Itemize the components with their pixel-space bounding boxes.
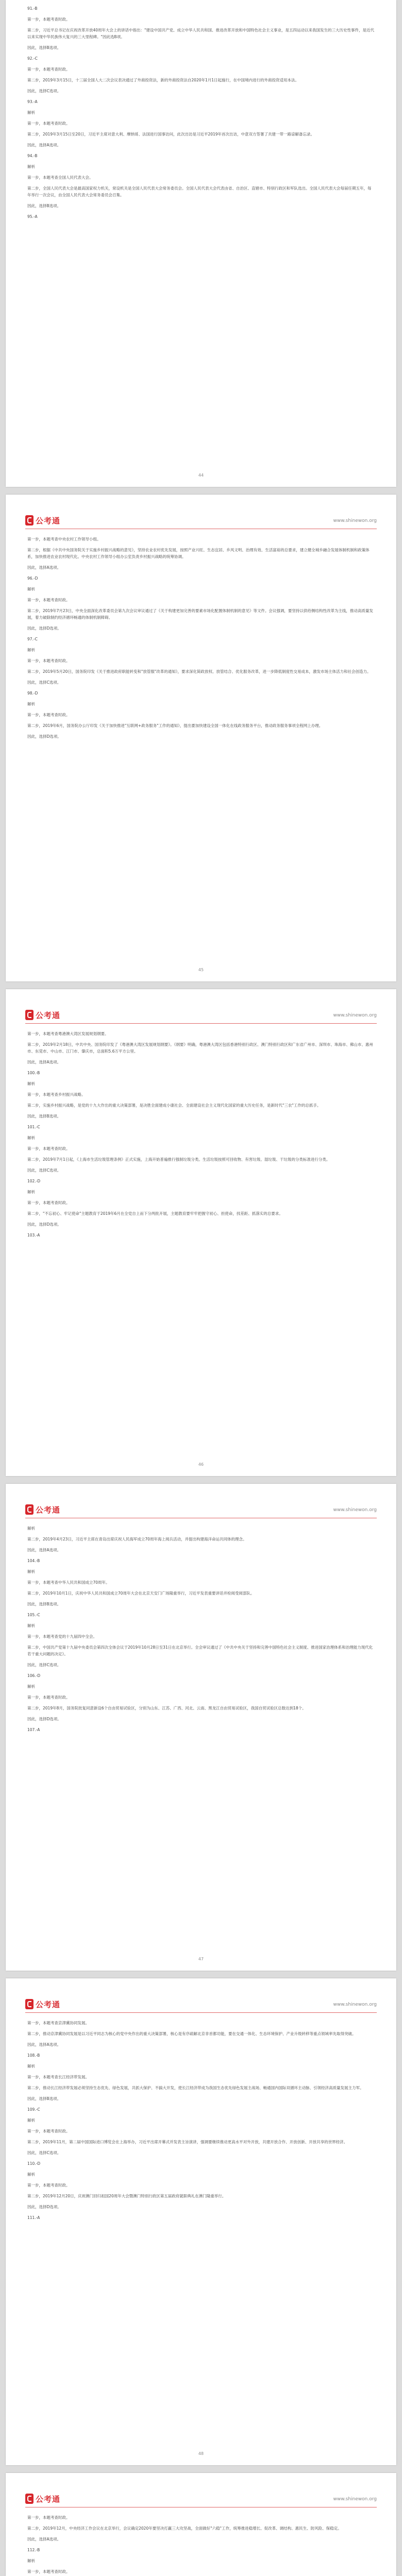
text-line: 第二步，全国人民代表大会是最高国家权力机关，常设机关是全国人民代表大会常务委员会。全国人民代表大会代表由省、自治区、直辖市、特别行政区和军队选出。全国人民代表大会每届任期五年，每年举行一次会议，由全国人民代表大会常务委员会召集。 [27, 186, 372, 197]
text-line: 因此，选择D选项。 [27, 626, 61, 631]
text-line: 109.-C [27, 2107, 40, 2112]
text-line: 解析 [27, 2558, 35, 2563]
text-line: 第二步，2019年6月，国务院办公厅印发《关于加快推进"互联网+政务服务"工作的通知》，提出要加快建设全国一体化在线政务服务平台，推动政务服务事项全程网上办理。 [27, 723, 323, 728]
text-line: 105.-C [27, 1613, 40, 1617]
site-logo [25, 2493, 60, 2505]
text-line: 第一步，本题考查时政。 [27, 17, 70, 22]
text-line: 91.-B [27, 6, 38, 11]
text-line: 因此，选择D选项。 [27, 2205, 61, 2209]
page-content [27, 2020, 375, 2225]
text-line: 92.-C [27, 56, 38, 61]
text-line: 第一步，本题考查党的十九届四中全会。 [27, 1634, 97, 1639]
text-line: 因此，选择D选项。 [27, 1717, 61, 1721]
page-number: 46 [198, 1462, 204, 1467]
text-line: 第二步，中国共产党第十九届中央委员会第四次全体会议于2019年10月28日至31日在北京举行。全会审议通过了《中共中央关于坚持和完善中国特色社会主义制度、推进国家治理体系和治理能力现代化若干重大问题的决定》。 [27, 1645, 373, 1656]
logo-icon [25, 2494, 34, 2504]
document-page-6 [6, 2473, 396, 2576]
page-content [27, 5, 375, 224]
text-line: 因此，选择B选项。 [27, 1602, 61, 1606]
page-header [25, 513, 377, 529]
text-line: 第二步，2019年4月23日，习近平主席在青岛出席庆祝人民海军成立70周年海上阅兵活动，并提出构建海洋命运共同体的理念。 [27, 1537, 247, 1541]
text-line: 第一步，本题考查粤港澳大湾区发展规划纲要。 [27, 1031, 109, 1036]
text-line: 因此，选择C选项。 [27, 89, 61, 93]
text-line: 第二步，2019年2月18日，中共中央、国务院印发了《粤港澳大湾区发展规划纲要》。《纲要》明确，粤港澳大湾区包括香港特别行政区、澳门特别行政区和广东省广州市、深圳市、珠海市、佛山市、惠州市、东莞市、中山市、江门市、肇庆市，总面积5.6万平方公里。 [27, 1042, 373, 1054]
text-line: 因此，选择D选项。 [27, 1222, 61, 1227]
text-line: 第一步，本题考查全国人民代表大会。 [27, 175, 93, 180]
text-line: 93.-A [27, 99, 38, 104]
text-line: 第一步，本题考查时政。 [27, 67, 70, 72]
text-line: 解析 [27, 1136, 35, 1140]
text-line: 第一步，本题考查时政。 [27, 598, 70, 602]
text-line: 第二步，2019年3月15日，十三届全国人大二次会议表决通过了外商投资法，新的外商投资法自2020年1月1日起施行，在中国境内进行的外商投资适用本法。 [27, 78, 299, 82]
page-number: 45 [198, 968, 204, 972]
page-content [27, 536, 375, 744]
text-line: 98.-D [27, 691, 38, 696]
site-logo [25, 514, 60, 527]
site-logo [25, 1503, 60, 1516]
text-line: 第一步，本题考查时政。 [27, 2569, 70, 2574]
text-line: 112.-B [27, 2548, 40, 2552]
text-line: 103.-A [27, 1233, 40, 1238]
text-line: 解析 [27, 2172, 35, 2177]
text-line: 第二步，2019年11月，第二届中国国际进口博览会在上海举办，习近平出席开幕式并发表主旨演讲，强调要继续推动更高水平对外开放，共建开放合作、开放创新、开放共享的世界经济。 [27, 2140, 348, 2144]
text-line: 第一步，本题考查时政。 [27, 1695, 70, 1700]
text-line: 第二步，2019年7月1日起，《上海市生活垃圾管理条例》正式实施，上海开始普遍推行强制垃圾分类。生活垃圾按照可回收物、有害垃圾、湿垃圾、干垃圾的分类标准进行分类。 [27, 1157, 330, 1162]
text-line: 因此，选择B选项。 [27, 204, 61, 208]
text-line: 第二步，2019年10月1日，庆祝中华人民共和国成立70周年大会在北京天安门广场隆重举行，习近平发表重要讲话并检阅受阅部队。 [27, 1591, 255, 1596]
text-line: 解析 [27, 1526, 35, 1531]
text-line: 第二步，推动长江经济带发展必须坚持生态优先、绿色发展，共抓大保护、不搞大开发，使长江经济带成为我国生态优先绿色发展主战场、畅通国内国际双循环主动脉、引领经济高质量发展主力军。 [27, 2086, 364, 2090]
text-line: 因此，选择A选项。 [27, 143, 61, 147]
text-line: 解析 [27, 1569, 35, 1574]
text-line: 第二步，2019年8月，国务院批复同意新设6个自由贸易试验区，分别为山东、江苏、广西、河北、云南、黑龙江自由贸易试验区，我国自贸试验区总数达到18个。 [27, 1706, 306, 1710]
document-page-3 [6, 989, 396, 1476]
text-line: 第一步，本题考查中华人民共和国成立70周年。 [27, 1580, 110, 1585]
text-line: 第一步，本题考查乡村振兴战略。 [27, 1092, 86, 1097]
text-line: 第二步，2019年12月20日，庆祝澳门回归祖国20周年大会暨澳门特别行政区第五届政府就职典礼在澳门隆重举行。 [27, 2194, 226, 2198]
text-line: 第一步，本题考查时政。 [27, 713, 70, 717]
page-number: 47 [198, 1957, 204, 1961]
text-line: 第一步，本题考查中央农村工作领导小组。 [27, 537, 101, 541]
text-line: 解析 [27, 164, 35, 169]
text-line: 第一步，本题考查时政。 [27, 1200, 70, 1205]
text-line: 因此，选择C选项。 [27, 680, 61, 685]
text-line: 第二步，实施乡村振兴战略，是党的十九大作出的重大决策部署，是决胜全面建成小康社会、全面建设社会主义现代化国家的重大历史任务，是新时代"三农"工作的总抓手。 [27, 1103, 321, 1108]
site-url: www.shinewon.org [333, 518, 377, 523]
text-line: 因此，选择C选项。 [27, 1663, 61, 1667]
text-line: 第一步，本题考查京津冀协同发展。 [27, 2021, 89, 2025]
text-line: 第二步，2019年12月，中央经济工作会议在北京举行，会议确定2020年要坚决打赢三大攻坚战，全面做好"六稳"工作，统筹推进稳增长、促改革、调结构、惠民生、防风险、保稳定。 [27, 2526, 342, 2531]
text-line: 108.-B [27, 2053, 40, 2058]
logo-text: 公考通 [36, 516, 61, 526]
text-line: 第一步，本题考查时政。 [27, 658, 70, 663]
site-url: www.shinewon.org [333, 2002, 377, 2007]
page-content [27, 1030, 375, 1243]
site-logo [25, 1009, 60, 1021]
page-number: 48 [198, 2451, 204, 2456]
text-line: 解析 [27, 1081, 35, 1086]
page-header [25, 2492, 377, 2507]
page-header [25, 1502, 377, 1518]
logo-text: 公考通 [36, 2494, 61, 2504]
text-line: 解析 [27, 2118, 35, 2123]
text-line: 解析 [27, 110, 35, 115]
page-content [27, 2514, 375, 2576]
document-page-5 [6, 1978, 396, 2465]
text-line: 100.-B [27, 1071, 40, 1075]
text-line: 第二步，2019年7月23日，中央全面深化改革委员会第九次会议审议通过了《关于构建更加完善的要素市场化配置体制机制的意见》等文件。会议强调，要坚持以供给侧结构性改革为主线，推动高质量发展，着力破除制约经济循环畅通的体制机制障碍。 [27, 608, 373, 620]
text-line: 因此，选择A选项。 [27, 1060, 61, 1064]
text-line: 第二步，习近平总书记在庆祝改革开放40周年大会上的讲话中指出："建设中国共产党、成立中华人民共和国、推进改革开放和中国特色社会主义事业，是五四运动以来我国发生的三大历史性事件，是近代以来实现中华民族伟大复兴的三大里程碑。"因此选B项。 [27, 28, 374, 39]
text-line: 因此，选择C选项。 [27, 2150, 61, 2155]
text-line: 因此，选择A选项。 [27, 2537, 61, 2541]
text-line: 因此，选择B选项。 [27, 1114, 61, 1118]
page-header [25, 1997, 377, 2013]
document-page-1b [6, 0, 396, 487]
text-line: 解析 [27, 702, 35, 706]
text-line: 第一步，本题考查时政。 [27, 1146, 70, 1151]
text-line: 因此，选择B选项。 [27, 2096, 61, 2101]
page-number: 44 [198, 473, 204, 478]
text-line: 第二步，根据《中共中央国务院关于实施乡村振兴战略的意见》，坚持农业农村优先发展，按照产业兴旺、生态宜居、乡风文明、治理有效、生活富裕的总要求，建立健全城乡融合发展体制机制和政策体系，加快推进农业农村现代化。中央农村工作领导小组办公室负责乡村振兴战略的统筹协调。 [27, 548, 370, 559]
text-line: 107.-A [27, 1727, 40, 1732]
document-page-2 [6, 495, 396, 981]
text-line: 101.-C [27, 1125, 40, 1129]
site-url: www.shinewon.org [333, 1507, 377, 1513]
site-url: www.shinewon.org [333, 1013, 377, 1018]
text-line: 111.-A [27, 2215, 40, 2220]
text-line: 第二步，推动京津冀协同发展是以习近平同志为核心的党中央作出的重大决策部署，核心是有序疏解北京非首都功能，要在交通一体化、生态环境保护、产业升级转移等重点领域率先取得突破。 [27, 2031, 356, 2036]
logo-icon [25, 515, 34, 526]
logo-icon [25, 1504, 34, 1515]
logo-text: 公考通 [36, 1010, 61, 1020]
text-line: 第二步，2019年5月20日，国务院印发《关于推进政府职能转变和"放管服"改革的通知》，要求深化简政放权、放管结合、优化服务改革，进一步降低制度性交易成本，激发市场主体活力和社会创造力。 [27, 669, 371, 674]
text-line: 因此，选择D选项。 [27, 734, 61, 739]
text-line: 第一步，本题考查时政。 [27, 2515, 70, 2520]
text-line: 97.-C [27, 637, 38, 641]
logo-icon [25, 1999, 34, 2009]
text-line: 第二步，2019年3月15日至20日，习近平主席对意大利、摩纳哥、法国进行国事访问，此次出访是习近平2019年首次出访，中意双方签署了共建一带一路谅解备忘录。 [27, 132, 315, 137]
text-line: 解析 [27, 1623, 35, 1628]
text-line: 第二步，"不忘初心、牢记使命"主题教育于2019年6月在全党自上而下分两批开展，主题教育要牢牢把握守初心、担使命，找差距、抓落实的总要求。 [27, 1211, 283, 1216]
text-line: 解析 [27, 2064, 35, 2069]
text-line: 因此，选择B选项。 [27, 45, 61, 50]
text-line: 96.-D [27, 576, 38, 581]
text-line: 解析 [27, 648, 35, 652]
site-logo [25, 1998, 60, 2010]
text-line: 解析 [27, 1190, 35, 1194]
logo-text: 公考通 [36, 1505, 61, 1515]
text-line: 95.-A [27, 214, 38, 219]
text-line: 104.-B [27, 1558, 40, 1563]
text-line: 第一步，本题考查长江经济带发展。 [27, 2075, 89, 2079]
document-page-4 [6, 1484, 396, 1971]
text-line: 106.-D [27, 1673, 41, 1678]
page-content [27, 1525, 375, 1737]
text-line: 解析 [27, 587, 35, 591]
text-line: 因此，选择A选项。 [27, 565, 61, 570]
page-header [25, 1008, 377, 1024]
text-line: 因此，选择C选项。 [27, 1168, 61, 1173]
text-line: 解析 [27, 1684, 35, 1689]
text-line: 第一步，本题考查时政。 [27, 121, 70, 126]
site-url: www.shinewon.org [333, 2497, 377, 2502]
logo-icon [25, 1010, 34, 1020]
text-line: 110.-D [27, 2161, 41, 2166]
text-line: 第一步，本题考查时政。 [27, 2183, 70, 2188]
text-line: 102.-D [27, 1179, 41, 1183]
text-line: 第一步，本题考查时政。 [27, 2129, 70, 2133]
text-line: 因此，选择A选项。 [27, 2042, 61, 2047]
text-line: 94.-B [27, 154, 38, 158]
text-line: 因此，选择A选项。 [27, 1548, 61, 1552]
logo-text: 公考通 [36, 1999, 61, 2009]
